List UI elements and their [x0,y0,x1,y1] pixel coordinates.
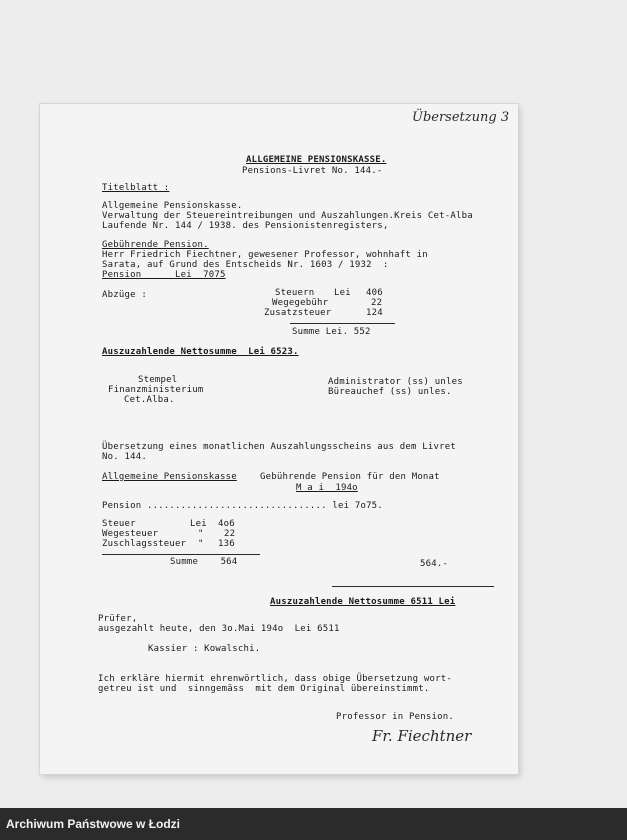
deduction-prefix: Lei [334,288,351,298]
deduction-name: Zusatzsteuer [264,308,332,318]
abzuge-label: Abzüge : [102,290,147,300]
deduction2-amount: 4o6 [218,519,235,529]
netto-1: Auszuzahlende Nettosumme Lei 6523. [102,347,299,357]
archive-name: Archiwum Państwowe w Łodzi [6,817,181,831]
monat-mai: M a i 194o [296,483,358,493]
deduction-amount: 406 [366,288,383,298]
deduction2-name: Wegesteuer [102,529,159,539]
administrator-line: Büreauchef (ss) unles. [328,387,452,397]
deduction-amount: 22 [371,298,383,308]
line-kasse: Allgemeine Pensionskasse. [102,201,243,211]
line-laufende: Laufende Nr. 144 / 1938. des Pensionistenregisters, [102,221,389,231]
erklare-line: getreu ist und sinngemäss mit dem Original übereinstimmt. [98,684,430,694]
line-pension: Pension Lei 7075 [102,270,226,280]
kassier: Kassier : Kowalschi. [148,644,261,654]
stempel-line: Cet.Alba. [124,395,175,405]
sum-rule [102,554,260,555]
deduction2-name: Steuer [102,519,136,529]
ausgezahlt: ausgezahlt heute, den 3o.Mai 194o Lei 6511 [98,624,340,634]
professor-title: Professor in Pension. [336,712,454,722]
archive-footer [0,808,627,840]
deduction2-amount: 136 [218,539,235,549]
document-page [40,104,518,774]
gebuhrende-label: Gebührende Pension. [102,240,209,250]
deduction-name: Steuern [275,288,315,298]
kasse-2: Allgemeine Pensionskasse [102,472,237,482]
ubersetzung-line: Übersetzung eines monatlichen Auszahlungsscheins aus dem Livret [102,442,456,452]
deduction-amount: 124 [366,308,383,318]
deduction2-prefix: " [198,539,204,549]
gebuhrende-monat: Gebührende Pension für den Monat [260,472,440,482]
administrator-line: Administrator (ss) unles [328,377,463,387]
pension-line: Pension ................................ lei 7o75. [102,501,383,511]
sum-rule [290,323,395,324]
line-verwaltung: Verwaltung der Steuereintreibungen und Auszahlungen.Kreis Cet-Alba [102,211,473,221]
signature: Fr. Fiechtner [372,727,472,745]
header-subtitle: Pensions-Livret No. 144.- [242,166,383,176]
summe-1: Summe Lei. 552 [292,327,371,337]
erklare-line: Ich erkläre hiermit ehrenwörtlich, dass obige Übersetzung wort- [98,674,452,684]
prufer: Prüfer, [98,614,138,624]
handwritten-note: Übersetzung 3 [412,110,510,125]
line-sarata: Sarata, auf Grund des Entscheids Nr. 1603 / 1932 : [102,260,389,270]
line-herr: Herr Friedrich Fiechtner, gewesener Professor, wohnhaft in [102,250,428,260]
deduction2-prefix: Lei [190,519,207,529]
summe-2-right: 564.- [420,559,449,569]
summe-2: Summe 564 [170,557,238,567]
deduction2-prefix: " [198,529,204,539]
titelblatt-label: Titelblatt : [102,183,170,193]
netto-2: Auszuzahlende Nettosumme 6511 Lei [270,597,456,607]
stempel-line: Finanzministerium [108,385,204,395]
netto-rule [332,586,494,587]
stempel-line: Stempel [138,375,178,385]
deduction-name: Wegegebühr [272,298,329,308]
ubersetzung-line: No. 144. [102,452,147,462]
deduction2-amount: 22 [224,529,236,539]
header-title: ALLGEMEINE PENSIONSKASSE. [246,155,387,165]
deduction2-name: Zuschlagssteuer [102,539,187,549]
